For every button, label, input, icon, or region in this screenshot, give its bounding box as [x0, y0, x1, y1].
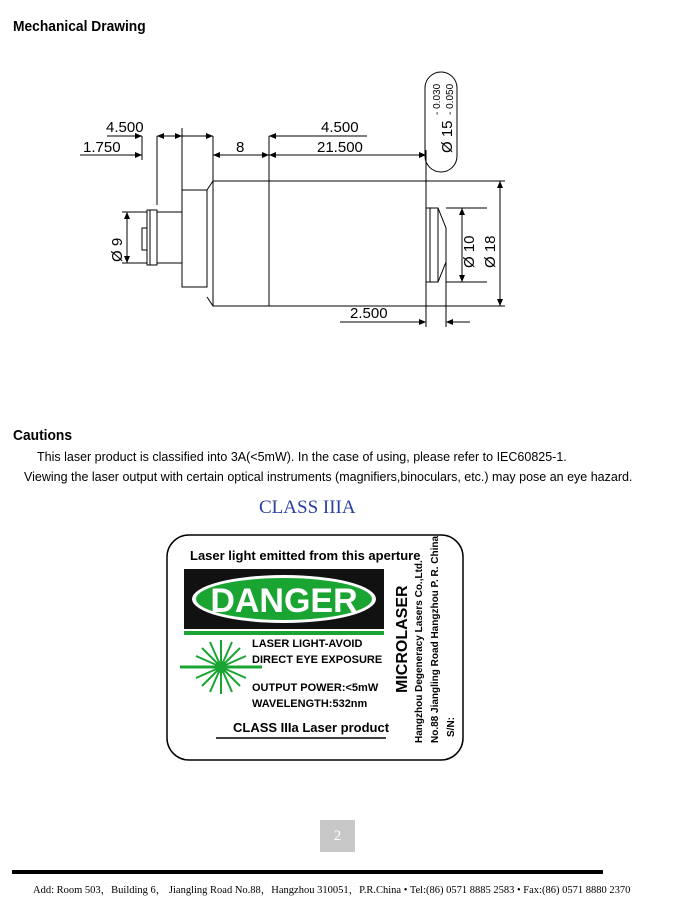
footer-address: Add: Room 503，Building 6， Jiangling Road No.88，Hangzhou 310051，P.R.China • Tel:(86) 0571 8885 2583 • Fax:(86) 0571 8880 2370 [33, 885, 631, 896]
page-number: 2 [320, 820, 355, 852]
dim-4500-right: 4.500 [321, 119, 359, 136]
dim-2500: 2.500 [350, 305, 388, 322]
class-product: CLASS IIIa Laser product [233, 720, 390, 735]
caution-line-2: Viewing the laser output with certain optical instruments (magnifiers,binoculars, etc.) may pose an eye hazard. [24, 470, 633, 484]
dim-8: 8 [236, 139, 245, 156]
dim-1750: 1.750 [83, 139, 121, 156]
dim-4500-left: 4.500 [106, 119, 144, 136]
cautions-heading: Cautions [13, 427, 73, 444]
company-address: No.88 Jiangling Road Hangzhou P. R. China [430, 535, 441, 743]
output-power: OUTPUT POWER:<5mW [252, 682, 379, 694]
tolerance-bottom: - 0.050 [445, 83, 456, 115]
dim-phi15: Ø 15 [439, 120, 456, 153]
dim-21500: 21.500 [317, 139, 363, 156]
serial-number: S/N: [446, 717, 457, 737]
dim-phi9: Ø 9 [109, 237, 126, 262]
brand-name: MICROLASER [394, 585, 411, 693]
aperture-text: Laser light emitted from this aperture [190, 548, 421, 563]
mechanical-drawing [0, 55, 700, 345]
laser-warning-label [160, 530, 470, 765]
wavelength: WAVELENGTH:532nm [252, 698, 368, 710]
footer-divider [12, 870, 603, 874]
dim-phi10: Ø 10 [461, 235, 478, 268]
warning-line-1: LASER LIGHT-AVOID [252, 638, 363, 650]
tolerance-top: - 0.030 [432, 83, 443, 115]
drawing-main-body [269, 181, 426, 306]
class-title: CLASS IIIA [259, 497, 356, 518]
company-name: Hangzhou Degeneracy Lasers Co.,Ltd. [414, 560, 425, 743]
mechanical-drawing-heading: Mechanical Drawing [13, 18, 146, 35]
danger-text: DANGER [210, 582, 358, 620]
drawing-pin [142, 228, 147, 250]
dim-phi18: Ø 18 [482, 235, 499, 268]
caution-line-1: This laser product is classified into 3A(<5mW). In the case of using, please refer to IEC60825-1. [37, 450, 567, 464]
warning-line-2: DIRECT EYE EXPOSURE [252, 654, 383, 666]
drawing-rear-cap [147, 210, 157, 265]
